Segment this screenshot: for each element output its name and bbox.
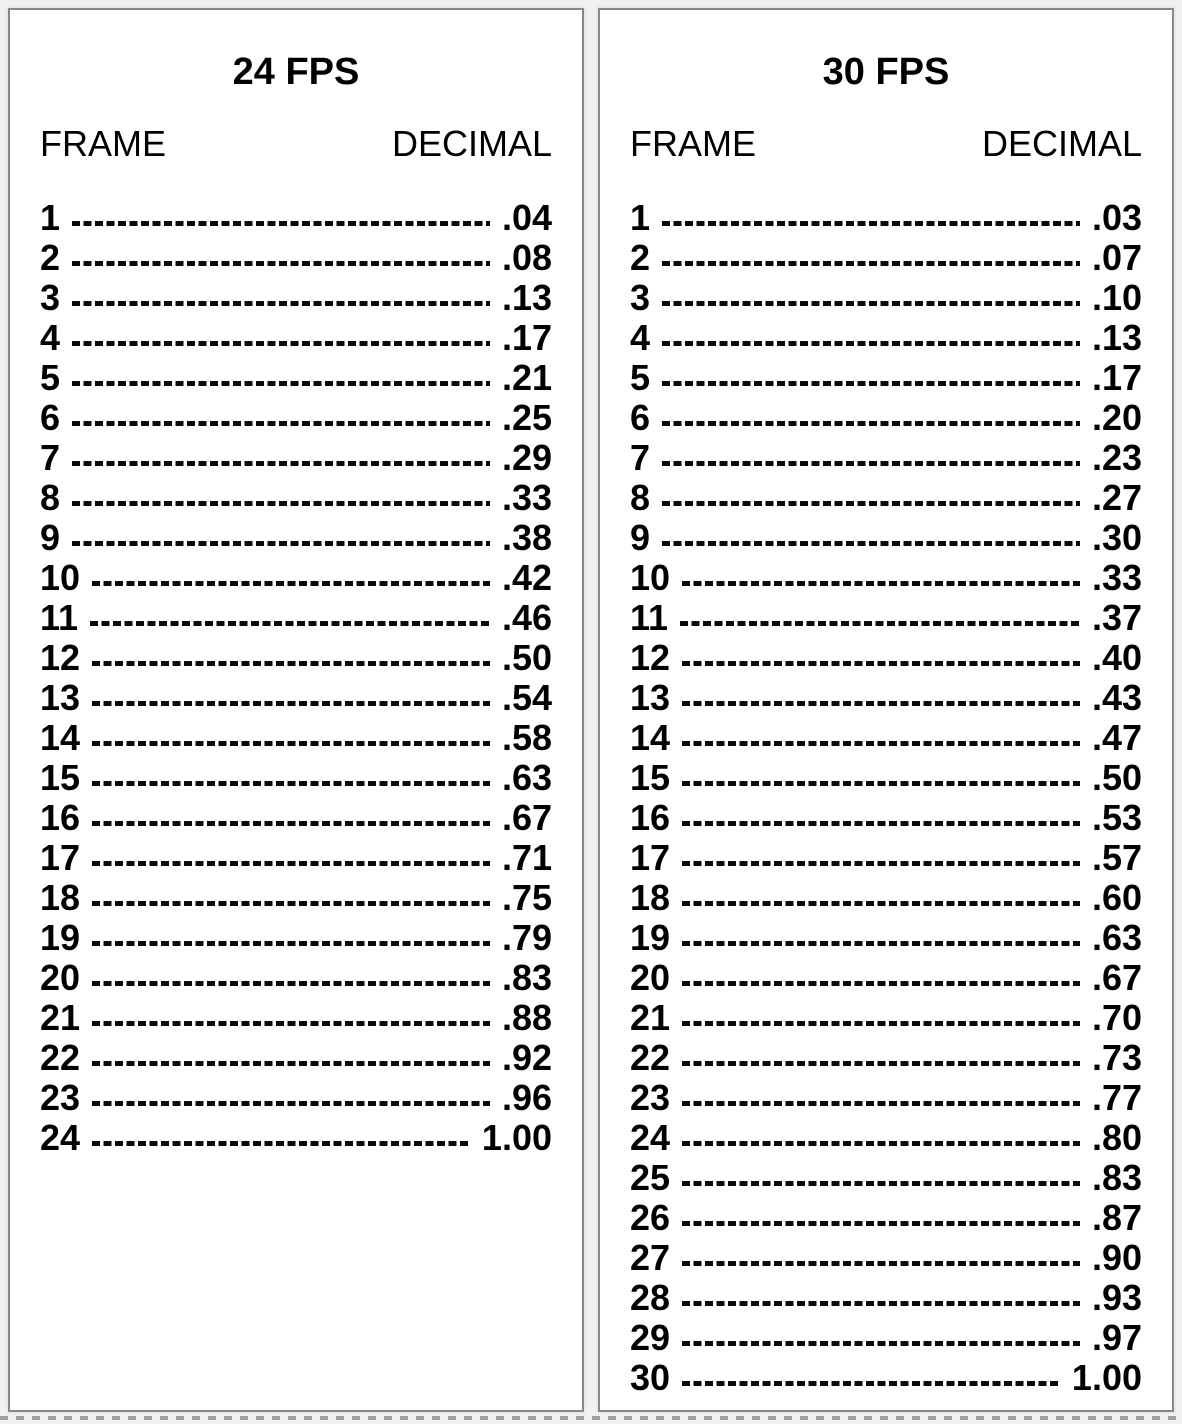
table-row (630, 998, 1142, 1038)
dash-leader (662, 501, 1080, 506)
table-row (630, 838, 1142, 878)
decimal-value: .07 (1091, 237, 1142, 278)
frame-number: 9 (40, 517, 61, 558)
decimal-value: .43 (1091, 677, 1142, 718)
table-row (630, 238, 1142, 278)
decimal-value: .20 (1091, 397, 1142, 438)
dash-leader (682, 661, 1080, 666)
dash-leader (682, 781, 1080, 786)
frame-number: 3 (40, 277, 61, 318)
decimal-value: .54 (501, 677, 552, 718)
frame-number: 8 (630, 477, 651, 518)
conversion-rows (630, 198, 1142, 1398)
decimal-value: .33 (1091, 557, 1142, 598)
table-row (630, 198, 1142, 238)
dash-leader (682, 1221, 1080, 1226)
table-row (40, 518, 552, 558)
dash-leader (682, 1061, 1080, 1066)
table-row (630, 1358, 1142, 1398)
dash-leader (72, 541, 490, 546)
decimal-value: .57 (1091, 837, 1142, 878)
decimal-value: .50 (1091, 757, 1142, 798)
dash-leader (90, 621, 490, 626)
dash-leader (72, 301, 490, 306)
decimal-value: .70 (1091, 997, 1142, 1038)
decimal-value: .88 (501, 997, 552, 1038)
frame-number: 7 (630, 437, 651, 478)
table-row (40, 758, 552, 798)
dash-leader (662, 421, 1080, 426)
dash-leader (682, 1381, 1060, 1386)
frame-number: 2 (40, 237, 61, 278)
dash-leader (662, 381, 1080, 386)
table-row (630, 478, 1142, 518)
dash-leader (662, 461, 1080, 466)
table-row (40, 558, 552, 598)
dash-leader (680, 621, 1080, 626)
frame-number: 16 (40, 797, 81, 838)
frame-number: 13 (630, 677, 671, 718)
decimal-value: .73 (1091, 1037, 1142, 1078)
frame-number: 7 (40, 437, 61, 478)
dash-leader (92, 901, 490, 906)
frame-number: 6 (40, 397, 61, 438)
frame-number: 20 (40, 957, 81, 998)
table-row (630, 438, 1142, 478)
table-row (630, 1278, 1142, 1318)
decimal-value: .80 (1091, 1117, 1142, 1158)
column-headers (630, 122, 1142, 166)
table-row (40, 718, 552, 758)
dash-leader (92, 941, 490, 946)
table-row (40, 398, 552, 438)
dash-leader (682, 941, 1080, 946)
table-row (40, 1118, 552, 1158)
frame-column-header: FRAME (40, 123, 166, 164)
table-row (630, 318, 1142, 358)
table-row (630, 878, 1142, 918)
frame-number: 11 (630, 597, 669, 638)
decimal-value: .30 (1091, 517, 1142, 558)
table-row (630, 718, 1142, 758)
dash-leader (682, 1301, 1080, 1306)
decimal-value: .46 (501, 597, 552, 638)
frame-number: 3 (630, 277, 651, 318)
frame-number: 10 (630, 557, 671, 598)
dash-leader (92, 661, 490, 666)
frame-number: 9 (630, 517, 651, 558)
decimal-value: .71 (501, 837, 552, 878)
frame-number: 2 (630, 237, 651, 278)
frame-number: 13 (40, 677, 81, 718)
table-row (40, 838, 552, 878)
dash-leader (662, 261, 1080, 266)
frame-number: 14 (40, 717, 81, 758)
table-row (40, 998, 552, 1038)
table-row (40, 1038, 552, 1078)
decimal-value: .03 (1091, 197, 1142, 238)
dash-leader (682, 701, 1080, 706)
dash-leader (682, 741, 1080, 746)
decimal-value: .50 (501, 637, 552, 678)
frame-number: 28 (630, 1277, 671, 1318)
table-row (630, 918, 1142, 958)
frame-number: 27 (630, 1237, 671, 1278)
table-row (40, 598, 552, 638)
dash-leader (682, 581, 1080, 586)
decimal-value: 1.00 (481, 1117, 552, 1158)
table-row (40, 918, 552, 958)
decimal-value: .40 (1091, 637, 1142, 678)
decimal-value: .53 (1091, 797, 1142, 838)
frame-number: 26 (630, 1197, 671, 1238)
frame-number: 4 (40, 317, 61, 358)
frame-number: 18 (630, 877, 671, 918)
table-row (630, 1158, 1142, 1198)
dash-leader (682, 861, 1080, 866)
table-row (40, 958, 552, 998)
decimal-value: .93 (1091, 1277, 1142, 1318)
frame-number: 16 (630, 797, 671, 838)
frame-number: 21 (40, 997, 81, 1038)
dash-leader (72, 341, 490, 346)
dash-leader (92, 781, 490, 786)
frame-number: 5 (630, 357, 651, 398)
frame-number: 20 (630, 957, 671, 998)
decimal-value: .17 (1091, 357, 1142, 398)
decimal-value: .38 (501, 517, 552, 558)
decimal-value: .92 (501, 1037, 552, 1078)
table-row (630, 1118, 1142, 1158)
decimal-value: .63 (501, 757, 552, 798)
dash-leader (682, 1181, 1080, 1186)
frame-number: 1 (630, 197, 651, 238)
table-row (40, 278, 552, 318)
frame-number: 6 (630, 397, 651, 438)
table-row (630, 398, 1142, 438)
conversion-rows (40, 198, 552, 1158)
frame-number: 19 (40, 917, 81, 958)
decimal-value: .97 (1091, 1317, 1142, 1358)
decimal-value: .08 (501, 237, 552, 278)
frame-number: 15 (40, 757, 81, 798)
decimal-column-header: DECIMAL (391, 123, 552, 164)
frame-number: 1 (40, 197, 61, 238)
dash-leader (72, 421, 490, 426)
decimal-value: .37 (1091, 597, 1142, 638)
dash-leader (662, 541, 1080, 546)
frame-number: 10 (40, 557, 81, 598)
decimal-value: .29 (501, 437, 552, 478)
table-row (630, 798, 1142, 838)
decimal-value: 1.00 (1071, 1357, 1142, 1398)
decimal-value: .33 (501, 477, 552, 518)
frame-number: 24 (630, 1117, 671, 1158)
dash-leader (682, 1141, 1080, 1146)
frame-number: 11 (40, 597, 79, 638)
table-row (630, 638, 1142, 678)
dash-leader (72, 261, 490, 266)
dash-leader (92, 581, 490, 586)
table-row (40, 798, 552, 838)
frame-number: 23 (40, 1077, 81, 1118)
dash-leader (72, 221, 490, 226)
dash-leader (92, 1141, 470, 1146)
decimal-value: .21 (501, 357, 552, 398)
decimal-value: .13 (501, 277, 552, 318)
decimal-value: .27 (1091, 477, 1142, 518)
table-row (40, 478, 552, 518)
decimal-value: .67 (1091, 957, 1142, 998)
frame-number: 22 (40, 1037, 81, 1078)
decimal-value: .96 (501, 1077, 552, 1118)
frame-number: 12 (40, 637, 81, 678)
decimal-value: .83 (1091, 1157, 1142, 1198)
dash-leader (72, 461, 490, 466)
decimal-value: .77 (1091, 1077, 1142, 1118)
table-row (40, 238, 552, 278)
frame-number: 24 (40, 1117, 81, 1158)
dash-leader (92, 701, 490, 706)
dash-leader (92, 1101, 490, 1106)
frame-number: 18 (40, 877, 81, 918)
panel-24-fps (8, 8, 584, 1412)
table-row (630, 758, 1142, 798)
table-row (40, 638, 552, 678)
table-row (40, 438, 552, 478)
decimal-value: .25 (501, 397, 552, 438)
decimal-value: .75 (501, 877, 552, 918)
table-row (630, 1238, 1142, 1278)
table-row (630, 678, 1142, 718)
dash-leader (682, 981, 1080, 986)
frame-number: 8 (40, 477, 61, 518)
dash-leader (92, 1061, 490, 1066)
frame-number: 12 (630, 637, 671, 678)
decimal-value: .83 (501, 957, 552, 998)
decimal-value: .04 (501, 197, 552, 238)
decimal-value: .10 (1091, 277, 1142, 318)
dash-leader (72, 501, 490, 506)
decimal-value: .67 (501, 797, 552, 838)
table-row (630, 518, 1142, 558)
dash-leader (682, 1021, 1080, 1026)
decimal-value: .47 (1091, 717, 1142, 758)
dash-leader (92, 981, 490, 986)
frame-number: 14 (630, 717, 671, 758)
table-row (40, 1078, 552, 1118)
table-row (40, 358, 552, 398)
table-row (630, 1078, 1142, 1118)
table-row (40, 678, 552, 718)
decimal-column-header: DECIMAL (981, 123, 1142, 164)
decimal-value: .13 (1091, 317, 1142, 358)
table-row (40, 198, 552, 238)
decimal-value: .17 (501, 317, 552, 358)
decimal-value: .63 (1091, 917, 1142, 958)
table-row (40, 318, 552, 358)
table-row (630, 598, 1142, 638)
dash-leader (682, 901, 1080, 906)
panel-title: 24 FPS (232, 51, 360, 93)
column-headers (40, 122, 552, 166)
table-row (630, 278, 1142, 318)
frame-number: 4 (630, 317, 651, 358)
dash-leader (72, 381, 490, 386)
decimal-value: .42 (501, 557, 552, 598)
dash-leader (682, 1261, 1080, 1266)
frame-number: 19 (630, 917, 671, 958)
frame-number: 25 (630, 1157, 671, 1198)
frame-number: 5 (40, 357, 61, 398)
frame-number: 21 (630, 997, 671, 1038)
dash-leader (662, 301, 1080, 306)
panel-30-fps (598, 8, 1174, 1412)
table-row (630, 1318, 1142, 1358)
frame-number: 22 (630, 1037, 671, 1078)
decimal-value: .87 (1091, 1197, 1142, 1238)
frame-column-header: FRAME (630, 123, 756, 164)
frame-number: 29 (630, 1317, 671, 1358)
decimal-value: .58 (501, 717, 552, 758)
cropped-edge-artifact (0, 1416, 1182, 1420)
decimal-value: .23 (1091, 437, 1142, 478)
table-row (630, 1038, 1142, 1078)
dash-leader (662, 341, 1080, 346)
table-row (630, 1198, 1142, 1238)
dash-leader (92, 1021, 490, 1026)
table-row (630, 958, 1142, 998)
dash-leader (682, 1341, 1080, 1346)
decimal-value: .60 (1091, 877, 1142, 918)
table-row (630, 358, 1142, 398)
dash-leader (682, 1101, 1080, 1106)
frame-number: 23 (630, 1077, 671, 1118)
dash-leader (682, 821, 1080, 826)
panel-title: 30 FPS (822, 51, 950, 93)
decimal-value: .90 (1091, 1237, 1142, 1278)
table-row (40, 878, 552, 918)
dash-leader (92, 821, 490, 826)
dash-leader (92, 741, 490, 746)
dash-leader (92, 861, 490, 866)
table-row (630, 558, 1142, 598)
frame-number: 17 (630, 837, 671, 878)
dash-leader (662, 221, 1080, 226)
frame-number: 17 (40, 837, 81, 878)
frame-number: 15 (630, 757, 671, 798)
frame-number: 30 (630, 1357, 671, 1398)
decimal-value: .79 (501, 917, 552, 958)
